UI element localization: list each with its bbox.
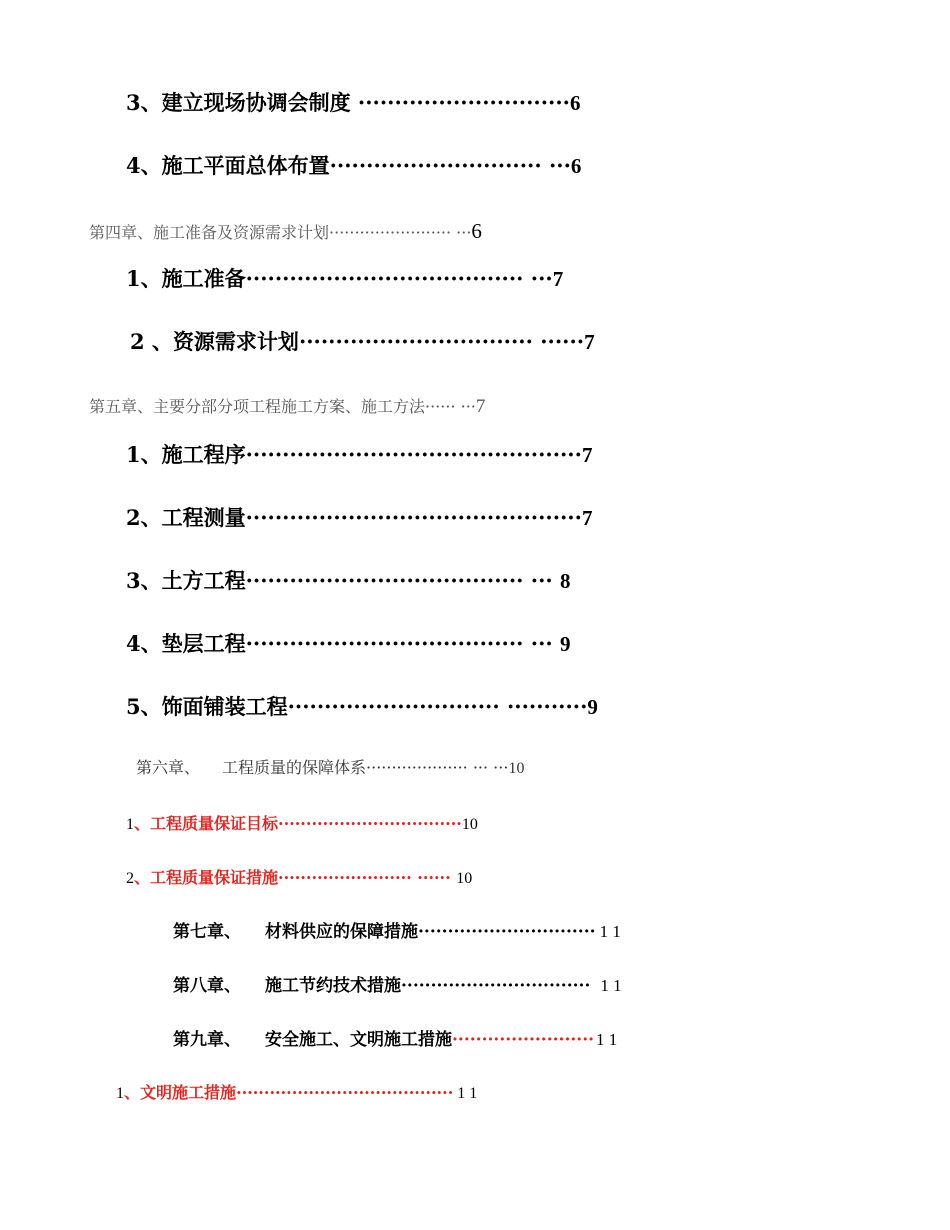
toc-page-number: 1 1 bbox=[457, 1085, 478, 1102]
toc-number: 1 bbox=[116, 1085, 124, 1102]
toc-title: 第四章、施工准备及资源需求计划 bbox=[89, 223, 330, 242]
toc-page-number: 8 bbox=[560, 569, 571, 593]
toc-entry-site-layout[interactable] bbox=[126, 155, 581, 177]
toc-title: 施工准备 bbox=[161, 266, 246, 291]
toc-leader: ······································· bbox=[236, 1083, 454, 1102]
toc-title: 饰面铺装工程 bbox=[161, 694, 288, 719]
toc-chapter-7[interactable] bbox=[173, 923, 621, 941]
toc-leader: ······ ··· bbox=[425, 397, 476, 416]
toc-chapter-9[interactable] bbox=[173, 1031, 617, 1049]
toc-page-number: 10 bbox=[456, 870, 473, 887]
toc-number: 3、 bbox=[126, 90, 162, 115]
toc-number: 1、 bbox=[126, 442, 162, 467]
toc-page-number: 10 bbox=[508, 760, 525, 777]
toc-page-number: 6 bbox=[471, 219, 482, 243]
toc-page-number: 1 1 bbox=[599, 922, 621, 941]
toc-title: 资源需求计划 bbox=[172, 329, 299, 354]
toc-page-number: 7 bbox=[584, 330, 595, 354]
toc-leader: ························ bbox=[452, 1030, 595, 1050]
toc-page-number: 9 bbox=[560, 632, 571, 656]
toc-entry-resource-plan[interactable] bbox=[130, 331, 595, 353]
toc-number: 4、 bbox=[126, 631, 162, 656]
toc-entry-quality-measures[interactable] bbox=[126, 870, 472, 887]
toc-entry-paving[interactable] bbox=[126, 696, 598, 718]
toc-number: 2 bbox=[126, 870, 134, 887]
toc-leader: ························ ······ bbox=[278, 868, 457, 887]
toc-title: 建立现场协调会制度 bbox=[161, 90, 351, 115]
toc-leader: ································ ······ bbox=[298, 329, 585, 354]
toc-chapter-label: 第八章、 bbox=[173, 976, 241, 996]
toc-entry-procedure[interactable] bbox=[126, 444, 592, 466]
toc-entry-quality-goal[interactable] bbox=[126, 816, 478, 833]
toc-page-number: 6 bbox=[569, 91, 581, 115]
toc-title: 工程测量 bbox=[161, 505, 246, 530]
toc-title: 施工节约技术措施 bbox=[265, 976, 401, 996]
toc-chapter-label: 第六章、 bbox=[136, 758, 201, 777]
toc-leader: ·············································· bbox=[245, 505, 582, 530]
toc-chapter-5[interactable] bbox=[89, 397, 485, 416]
toc-leader: ····························· bbox=[350, 90, 570, 115]
toc-title: 施工程序 bbox=[161, 442, 246, 467]
toc-leader: ·············································· bbox=[245, 442, 582, 467]
toc-leader: ································ bbox=[401, 976, 597, 996]
toc-number: 2、 bbox=[126, 505, 162, 530]
toc-page-number: 6 bbox=[570, 154, 582, 178]
toc-leader: ······································ ··· bbox=[245, 266, 553, 291]
toc-leader: ····························· ··· bbox=[329, 153, 571, 178]
toc-chapter-8[interactable] bbox=[173, 977, 622, 995]
toc-title: 、文明施工措施 bbox=[124, 1083, 237, 1102]
toc-page-number: 7 bbox=[581, 443, 593, 467]
toc-page-number: 1 1 bbox=[600, 976, 622, 995]
toc-title: 、工程质量保证目标 bbox=[134, 814, 279, 833]
toc-number: 3、 bbox=[126, 568, 162, 593]
toc-title: 施工平面总体布置 bbox=[161, 153, 330, 178]
toc-entry-cushion-layer[interactable] bbox=[126, 633, 571, 655]
toc-title: 第五章、主要分部分项工程施工方案、施工方法 bbox=[89, 397, 426, 416]
toc-page-number: 10 bbox=[461, 816, 478, 833]
toc-page-number: 1 1 bbox=[596, 1030, 618, 1049]
toc-number: 1 bbox=[126, 816, 134, 833]
toc-leader: ···················· ··· ··· bbox=[366, 758, 509, 777]
toc-title: 土方工程 bbox=[161, 568, 246, 593]
toc-number: 4、 bbox=[126, 153, 162, 178]
toc-page-number: 7 bbox=[552, 267, 564, 291]
toc-title: 材料供应的保障措施 bbox=[265, 922, 418, 942]
toc-chapter-label: 第九章、 bbox=[173, 1030, 241, 1050]
toc-number: 5、 bbox=[126, 694, 162, 719]
toc-leader: ····························· ··········· bbox=[287, 694, 588, 719]
toc-chapter-6[interactable] bbox=[136, 760, 524, 777]
toc-entry-construction-prep[interactable] bbox=[126, 268, 563, 290]
toc-leader: ······································ ··· bbox=[245, 631, 560, 656]
toc-number: 2 、 bbox=[130, 329, 173, 354]
toc-title: 垫层工程 bbox=[161, 631, 246, 656]
toc-entry-civilized-construction[interactable] bbox=[116, 1085, 477, 1102]
toc-entry-earthwork[interactable] bbox=[126, 570, 571, 592]
toc-number: 1、 bbox=[126, 266, 162, 291]
toc-chapter-label: 第七章、 bbox=[173, 922, 241, 942]
toc-page-number: 7 bbox=[581, 506, 593, 530]
toc-entry-site-coordination[interactable] bbox=[126, 92, 580, 114]
toc-title: 工程质量的保障体系 bbox=[222, 758, 367, 777]
toc-page-number: 9 bbox=[587, 695, 598, 719]
toc-page-number: 7 bbox=[475, 396, 486, 417]
toc-leader: ······································ ··· bbox=[245, 568, 560, 593]
toc-chapter-4[interactable] bbox=[89, 221, 482, 242]
toc-leader: ························ ··· bbox=[329, 223, 472, 242]
toc-leader: ······························ bbox=[418, 922, 596, 942]
toc-entry-surveying[interactable] bbox=[126, 507, 592, 529]
toc-title: 、工程质量保证措施 bbox=[134, 868, 279, 887]
toc-title: 安全施工、文明施工措施 bbox=[265, 1030, 452, 1050]
toc-leader: ································· bbox=[278, 814, 462, 833]
